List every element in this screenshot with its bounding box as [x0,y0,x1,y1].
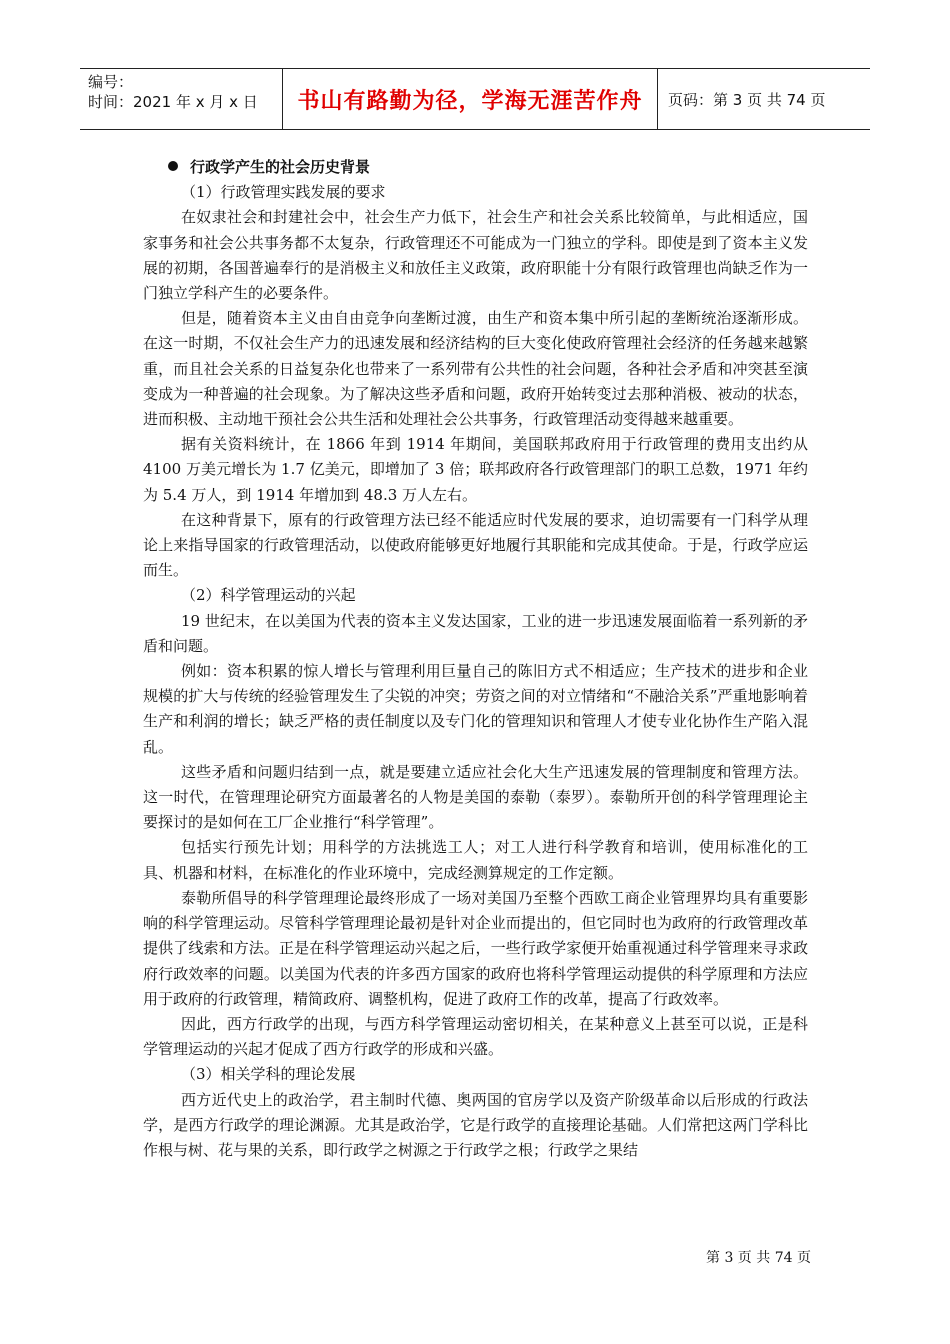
header-motto: 书山有路勤为径，学海无涯苦作舟 [282,69,658,129]
paragraph: 例如：资本积累的惊人增长与管理利用巨量自己的陈旧方式不相适应；生产技术的进步和企业规模的扩大与传统的经验管理发生了尖锐的冲突；劳资之间的对立情绪和“不融洽关系”严重地影响着生产和利润的增长；缺乏严格的责任制度以及专门化的管理知识和管理人才使专业化协作生产陷入混乱。 [143,662,808,756]
document-body [143,155,808,1163]
paragraph: 泰勒所倡导的科学管理理论最终形成了一场对美国乃至整个西欧工商企业管理界均具有重要影响的科学管理运动。尽管科学管理理论最初是针对企业而提出的，但它同时也为政府的行政管理改革提供了线索和方法。正是在科学管理运动兴起之后，一些行政学家便开始重视通过科学管理来寻求政府行政效率的问题。以美国为代表的许多西方国家的政府也将科学管理运动提供的科学原理和方法应用于政府的行政管理，精简政府、调整机构，促进了政府工作的改革，提高了行政效率。 [143,888,808,1008]
subsection-heading: （1）行政管理实践发展的要求 [181,183,386,202]
paragraph: 西方近代史上的政治学，君主制时代德、奥两国的官房学以及资产阶级革命以后形成的行政法学，是西方行政学的理论渊源。尤其是政治学，它是行政学的直接理论基础。人们常把这两门学科比作根与树、花与果的关系，即行政学之树源之于行政学之根；行政学之果结 [143,1090,808,1159]
page-footer: 第 3 页 共 74 页 [706,1250,811,1266]
subsection-heading: （3）相关学科的理论发展 [181,1065,356,1084]
paragraph: 据有关资料统计，在 1866 年到 1914 年期间，美国联邦政府用于行政管理的费用支出约从 4100 万美元增长为 1.7 亿美元，即增加了 3 倍；联邦政府各行政管理部门的职工总数，1971 年约为 5.4 万人，到 1914 年增加到 48.3 万人左右。 [143,435,808,504]
section-heading [170,155,808,180]
paragraph: 这些矛盾和问题归结到一点，就是要建立适应社会化大生产迅速发展的管理制度和管理方法。这一时代，在管理理论研究方面最著名的人物是美国的泰勒（泰罗）。泰勒所开创的科学管理理论主要探讨的是如何在工厂企业推行“科学管理”。 [143,762,808,832]
bullet-icon [168,161,178,171]
document-number-label: 编号： [88,73,134,91]
paragraph: 19 世纪末，在以美国为代表的资本主义发达国家，工业的进一步迅速发展面临着一系列新的矛盾和问题。 [143,611,808,655]
subsection-heading: （2）科学管理运动的兴起 [181,586,356,605]
document-date-label: 时间：2021 年 x 月 x 日 [88,93,258,111]
paragraph: 因此，西方行政学的出现，与西方科学管理运动密切相关，在某种意义上甚至可以说，正是科学管理运动的兴起才促成了西方行政学的形成和兴盛。 [143,1014,808,1059]
section-title: 行政学产生的社会历史背景 [190,158,371,176]
paragraph: 包括实行预先计划；用科学的方法挑选工人；对工人进行科学教育和培训，使用标准化的工具、机器和材料，在标准化的作业环境中，完成经测算规定的工作定额。 [143,838,808,882]
header-meta [80,69,282,129]
paragraph: 在奴隶社会和封建社会中，社会生产力低下，社会生产和社会关系比较简单，与此相适应，国家事务和社会公共事务都不太复杂，行政管理还不可能成为一门独立的学科。即使是到了资本主义发展的初期，各国普遍奉行的是消极主义和放任主义政策，政府职能十分有限行政管理也尚缺乏作为一门独立学科产生的必要条件。 [143,208,808,303]
paragraph: 在这种背景下，原有的行政管理方法已经不能适应时代发展的要求，迫切需要有一门科学从理论上来指导国家的行政管理活动，以使政府能够更好地履行其职能和完成其使命。于是，行政学应运而生。 [143,510,808,580]
page-header [80,68,870,130]
paragraph: 但是，随着资本主义由自由竞争向垄断过渡，由生产和资本集中所引起的垄断统治逐渐形成。在这一时期，不仅社会生产力的迅速发展和经济结构的巨大变化使政府管理社会经济的任务越来越繁重，而且社会关系的日益复杂化也带来了一系列带有公共性的社会问题，各种社会矛盾和冲突甚至演变成为一种普遍的社会现象。为了解决这些矛盾和问题，政府开始转变过去那种消极、被动的状态，进而积极、主动地干预社会公共生活和处理社会公共事务，行政管理活动变得越来越重要。 [143,309,808,429]
header-page-label: 页码：第 3 页 共 74 页 [668,90,826,109]
